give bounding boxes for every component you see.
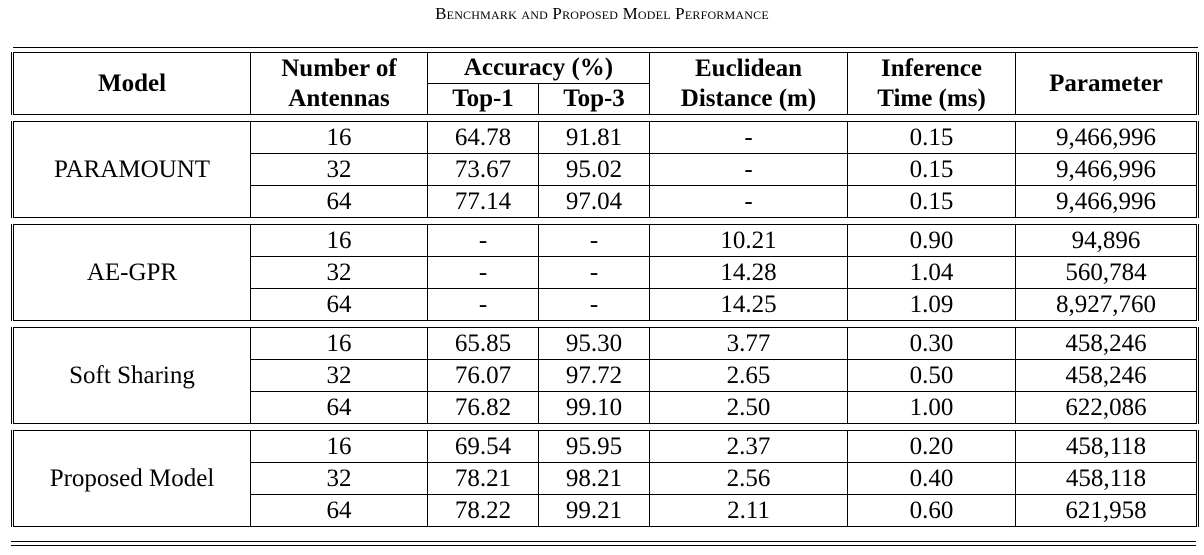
distance-cell: - [650,186,848,218]
header-top3: Top-3 [539,84,650,115]
table-bottom-rule [11,541,1196,546]
antennas-cell: 64 [251,186,428,218]
top3-cell: - [539,257,650,289]
top3-cell: 95.95 [539,431,650,463]
performance-table [11,47,1199,527]
top3-cell: - [539,289,650,321]
top3-cell: 95.02 [539,154,650,186]
inference-cell: 0.15 [848,186,1016,218]
header-inference: Inference Time (ms) [848,53,1016,115]
antennas-cell: 64 [251,392,428,424]
inference-cell: 0.50 [848,360,1016,392]
distance-cell: 2.65 [650,360,848,392]
inference-cell: 0.60 [848,495,1016,527]
antennas-cell: 64 [251,495,428,527]
parameter-cell: 9,466,996 [1016,186,1198,218]
top3-cell: 91.81 [539,122,650,154]
group-separator [13,115,1198,122]
top1-cell: - [428,289,539,321]
top1-cell: - [428,225,539,257]
inference-cell: 1.04 [848,257,1016,289]
model-name-cell: AE-GPR [13,225,251,321]
parameter-cell: 560,784 [1016,257,1198,289]
top1-cell: 76.82 [428,392,539,424]
model-name-cell: Proposed Model [13,431,251,527]
distance-cell: 2.37 [650,431,848,463]
parameter-cell: 458,118 [1016,463,1198,495]
table-caption: Benchmark and Proposed Model Performance [435,4,769,23]
antennas-cell: 16 [251,122,428,154]
top3-cell: 97.04 [539,186,650,218]
antennas-cell: 64 [251,289,428,321]
top1-cell: 64.78 [428,122,539,154]
table-row [13,225,1198,257]
antennas-cell: 32 [251,257,428,289]
header-top1: Top-1 [428,84,539,115]
inference-cell: 1.09 [848,289,1016,321]
inference-cell: 0.15 [848,122,1016,154]
parameter-cell: 458,246 [1016,328,1198,360]
parameter-cell: 94,896 [1016,225,1198,257]
parameter-cell: 9,466,996 [1016,122,1198,154]
top3-cell: 97.72 [539,360,650,392]
top1-cell: 78.21 [428,463,539,495]
model-name-cell: Soft Sharing [13,328,251,424]
parameter-cell: 8,927,760 [1016,289,1198,321]
parameter-cell: 622,086 [1016,392,1198,424]
antennas-cell: 32 [251,360,428,392]
distance-cell: - [650,154,848,186]
top3-cell: 98.21 [539,463,650,495]
header-distance: Euclidean Distance (m) [650,53,848,115]
header-row-1 [13,53,1198,84]
top3-cell: 99.21 [539,495,650,527]
top3-cell: 95.30 [539,328,650,360]
table-row [13,431,1198,463]
inference-cell: 0.15 [848,154,1016,186]
inference-cell: 1.00 [848,392,1016,424]
distance-cell: 3.77 [650,328,848,360]
parameter-cell: 9,466,996 [1016,154,1198,186]
distance-cell: 2.50 [650,392,848,424]
group-separator [13,321,1198,328]
table-row [13,122,1198,154]
group-separator [13,424,1198,431]
antennas-cell: 32 [251,154,428,186]
antennas-cell: 16 [251,431,428,463]
header-parameter: Parameter [1016,53,1198,115]
parameter-cell: 621,958 [1016,495,1198,527]
distance-cell: 14.25 [650,289,848,321]
top1-cell: 76.07 [428,360,539,392]
distance-cell: 14.28 [650,257,848,289]
inference-cell: 0.90 [848,225,1016,257]
top1-cell: 73.67 [428,154,539,186]
header-model: Model [13,53,251,115]
top1-cell: 69.54 [428,431,539,463]
model-name-cell: PARAMOUNT [13,122,251,218]
inference-cell: 0.20 [848,431,1016,463]
distance-cell: - [650,122,848,154]
table-row [13,328,1198,360]
inference-cell: 0.40 [848,463,1016,495]
header-accuracy: Accuracy (%) [428,53,650,84]
top3-cell: - [539,225,650,257]
top1-cell: 78.22 [428,495,539,527]
top1-cell: 65.85 [428,328,539,360]
parameter-cell: 458,118 [1016,431,1198,463]
top1-cell: 77.14 [428,186,539,218]
antennas-cell: 16 [251,225,428,257]
top3-cell: 99.10 [539,392,650,424]
inference-cell: 0.30 [848,328,1016,360]
group-separator [13,218,1198,225]
antennas-cell: 32 [251,463,428,495]
distance-cell: 2.56 [650,463,848,495]
antennas-cell: 16 [251,328,428,360]
header-antennas: Number of Antennas [251,53,428,115]
top1-cell: - [428,257,539,289]
distance-cell: 10.21 [650,225,848,257]
parameter-cell: 458,246 [1016,360,1198,392]
distance-cell: 2.11 [650,495,848,527]
